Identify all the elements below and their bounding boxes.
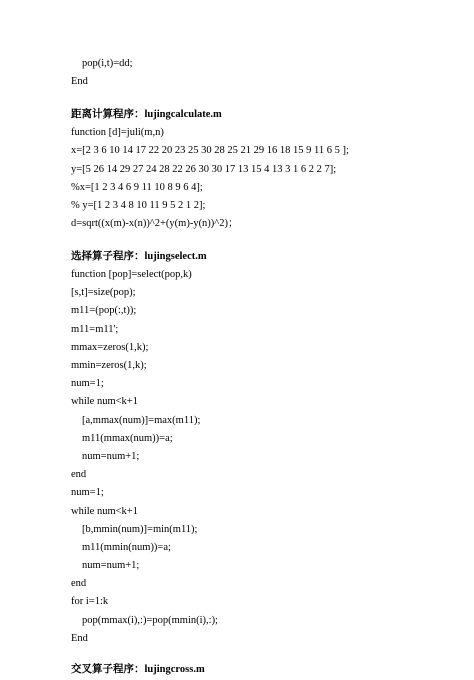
code-line: for i=1:k	[71, 596, 109, 608]
code-line: while num<k+1	[71, 505, 138, 517]
section-heading-cross: 交叉算子程序：lujingcross.m	[71, 664, 205, 676]
code-line: End	[71, 76, 88, 88]
code-line: function [d]=juli(m,n)	[71, 127, 164, 139]
code-line: mmax=zeros(1,k);	[71, 341, 149, 353]
code-line: [s,t]=size(pop);	[71, 287, 136, 299]
code-line: while num<k+1	[71, 396, 138, 408]
code-line: m11(mmax(num))=a;	[82, 432, 173, 444]
section-heading-distance: 距离计算程序：lujingcalculate.m	[71, 108, 222, 120]
code-line: m11(mmin(num))=a;	[82, 541, 171, 553]
code-line: d=sqrt((x(m)-x(n))^2+(y(m)-y(n))^2)；	[71, 218, 239, 230]
code-line: pop(mmax(i),:)=pop(mmin(i),:);	[82, 614, 218, 626]
code-line: m11=(pop(:,t));	[71, 305, 137, 317]
code-line: mmin=zeros(1,k);	[71, 360, 147, 371]
code-line: num=num+1;	[82, 450, 140, 462]
code-line: %x=[1 2 3 4 6 9 11 10 8 9 6 4];	[71, 181, 203, 193]
code-line: function [pop]=select(pop,k)	[71, 269, 192, 281]
code-line: % y=[1 2 3 4 8 10 11 9 5 2 1 2];	[71, 199, 206, 211]
code-line: end	[71, 469, 87, 481]
code-line: pop(i,t)=dd;	[82, 58, 133, 69]
spacer	[71, 648, 431, 661]
code-line: num=num+1;	[82, 560, 140, 572]
spacer	[71, 233, 431, 248]
code-line: end	[71, 578, 87, 590]
code-line: y=[5 26 14 29 27 24 28 22 26 30 30 17 13 15 4 13 3 1 6 2 2 7];	[71, 163, 337, 175]
code-line: num=1;	[71, 487, 104, 499]
spacer	[71, 91, 431, 106]
code-line: [a,mmax(num)]=max(m11);	[82, 414, 201, 426]
code-line: m11=m11';	[71, 323, 119, 335]
document-page	[71, 55, 431, 680]
code-line: End	[71, 632, 88, 644]
code-line: [b,mmin(num)]=min(m11);	[82, 523, 198, 535]
code-line: num=1;	[71, 378, 104, 390]
code-line: x=[2 3 6 10 14 17 22 20 23 25 30 28 25 21 29 16 18 15 9 11 6 5 ];	[71, 145, 349, 157]
section-heading-select: 选择算子程序：lujingselect.m	[71, 250, 207, 262]
